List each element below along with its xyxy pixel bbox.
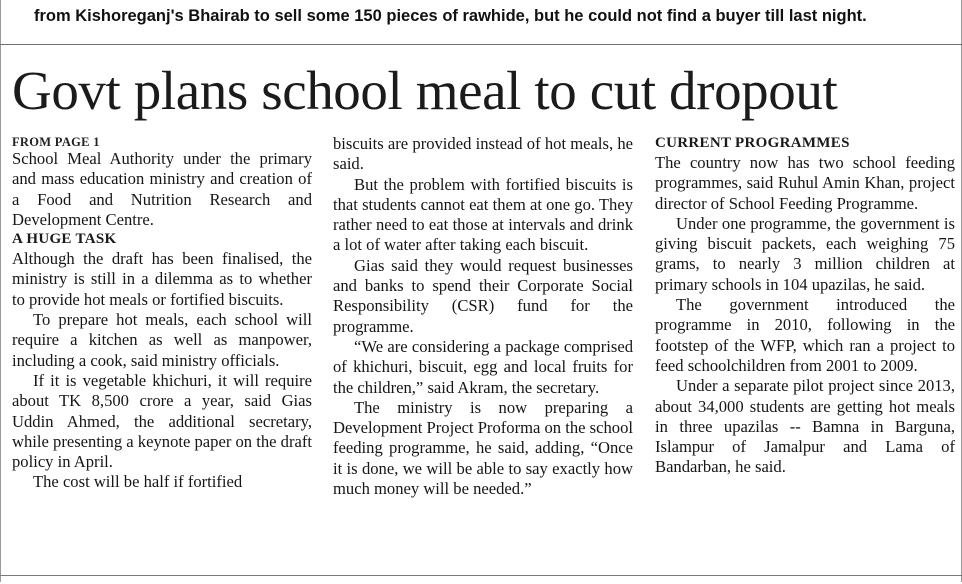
- top-divider: [0, 44, 962, 45]
- paragraph: The ministry is now preparing a Development Project Proforma on the school feeding programme, he said, adding, “Once it is done, we will be able to say exactly how much money will be needed.”: [333, 397, 634, 499]
- paragraph: Under one programme, the government is giving biscuit packets, each weighing 75 grams, to nearly 3 million children at primary schools in 104 upazilas, he said.: [655, 213, 955, 294]
- paragraph: To prepare hot meals, each school will require a kitchen as well as manpower, including a cook, said ministry officials.: [12, 310, 312, 370]
- previous-story-strip: [0, 0, 962, 34]
- subhead-current-programmes: CURRENT PROGRAMMES: [655, 135, 850, 151]
- paragraph: The country now has two school feeding programmes, said Ruhul Amin Khan, project director of School Feeding Programme.: [655, 153, 955, 213]
- paragraph: But the problem with fortified biscuits is that students cannot eat them at one go. They rather need to eat those at intervals and drink a lot of water after taking each biscuit.: [333, 174, 633, 255]
- article-column-2: [333, 134, 633, 499]
- paragraph: Although the draft has been finalised, the ministry is still in a dilemma as to whether to provide hot meals or fortified biscuits.: [12, 249, 312, 309]
- paragraph: biscuits are provided instead of hot meals, he said.: [333, 134, 633, 174]
- article-column-1: [12, 134, 312, 493]
- paragraph: The government introduced the programme in 2010, following in the footstep of the WFP, which ran a project to feed schoolchildren from 2001 to 2009.: [655, 295, 955, 375]
- paragraph: The cost will be half if fortified: [33, 472, 243, 492]
- bottom-divider: [0, 575, 962, 576]
- previous-story-teaser: from Kishoreganj's Bhairab to sell some 150 pieces of rawhide, but he could not find a buyer till last night.: [34, 7, 867, 25]
- jump-label: FROM PAGE 1: [12, 135, 100, 149]
- paragraph: School Meal Authority under the primary and mass education ministry and creation of a Food and Nutrition Research and Development Centre.: [12, 149, 312, 229]
- paragraph: If it is vegetable khichuri, it will require about TK 8,500 crore a year, said Gias Uddin Ahmed, the additional secretary, while presenting a keynote paper on the draft policy in April.: [12, 370, 312, 472]
- article-column-3: [655, 134, 955, 478]
- subhead-huge-task: A HUGE TASK: [12, 231, 117, 248]
- paragraph: Under a separate pilot project since 2013, about 34,000 students are getting hot meals in three upazilas -- Bamna in Barguna, Islampur of Jamalpur and Lama of Bandarban, he said.: [655, 376, 955, 477]
- paragraph: “We are considering a package comprised of khichuri, biscuit, egg and local fruits for the children,” said Akram, the secretary.: [333, 336, 633, 397]
- headline: Govt plans school meal to cut dropout: [12, 60, 838, 121]
- paragraph: Gias said they would request businesses and banks to spend their Corporate Social Responsibility (CSR) fund for the programme.: [333, 255, 633, 336]
